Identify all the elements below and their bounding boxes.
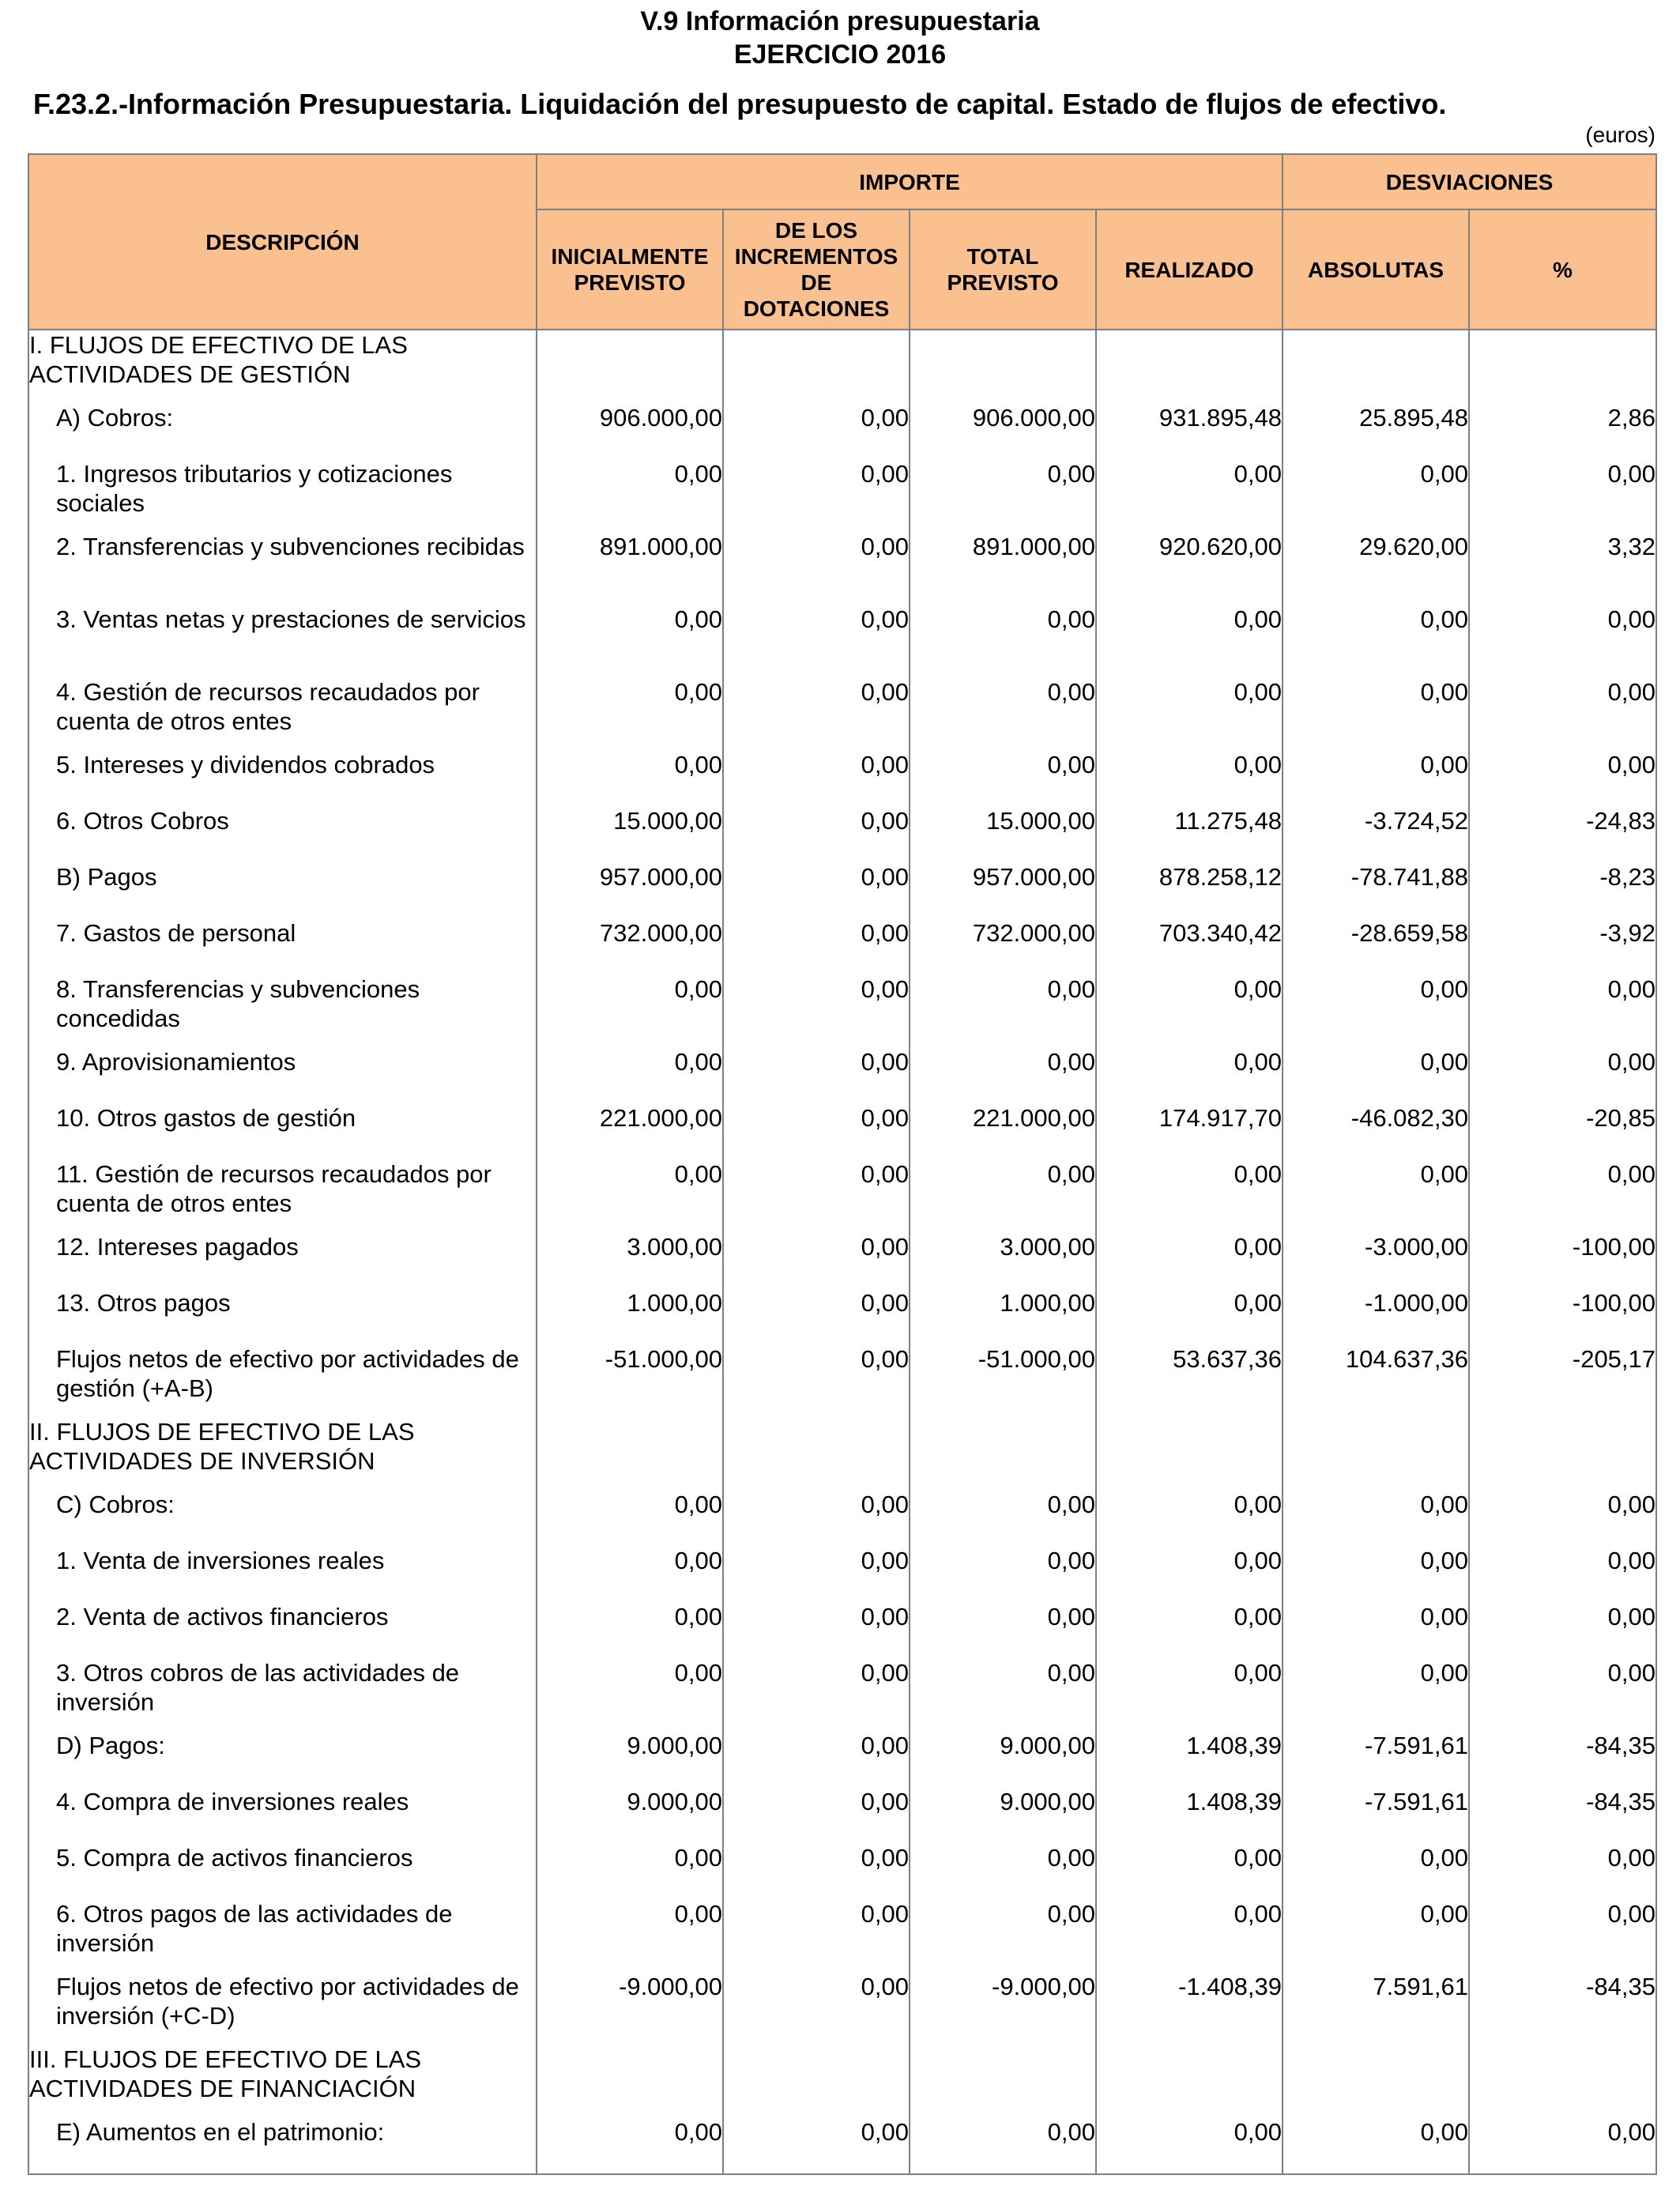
cell-inicialmente-previsto: 732.000,00 <box>537 918 723 974</box>
row-description: 2. Venta de activos financieros <box>28 1602 537 1658</box>
cell-total-previsto: 0,00 <box>910 2117 1096 2174</box>
cell-absolutas: -1.000,00 <box>1283 1288 1469 1344</box>
row-description: 4. Compra de inversiones reales <box>28 1787 537 1843</box>
cell-realizado: 0,00 <box>1096 1658 1283 1731</box>
cell-porcentaje: 0,00 <box>1469 1602 1656 1658</box>
cell-total-previsto: 15.000,00 <box>910 806 1096 862</box>
cell-absolutas: 0,00 <box>1283 2117 1469 2174</box>
cell-porcentaje: 3,32 <box>1469 532 1656 605</box>
table-row <box>28 459 1656 532</box>
col-descripcion: DESCRIPCIÓN <box>28 154 537 330</box>
cell-absolutas <box>1283 330 1469 403</box>
cell-realizado: 0,00 <box>1096 974 1283 1047</box>
row-description: 7. Gastos de personal <box>28 918 537 974</box>
table-row <box>28 1103 1656 1159</box>
cell-realizado: 920.620,00 <box>1096 532 1283 605</box>
row-description: 8. Transferencias y subvenciones concedidas <box>28 974 537 1047</box>
cell-realizado: 0,00 <box>1096 1546 1283 1602</box>
row-description: Flujos netos de efectivo por actividades de inversión (+C-D) <box>28 1972 537 2045</box>
cell-total-previsto: 0,00 <box>910 1658 1096 1731</box>
cell-inicialmente-previsto: 0,00 <box>537 459 723 532</box>
cell-porcentaje: 0,00 <box>1469 677 1656 750</box>
table-row <box>28 605 1656 677</box>
cell-incrementos: 0,00 <box>723 918 910 974</box>
cell-incrementos: 0,00 <box>723 1843 910 1899</box>
cell-inicialmente-previsto: 0,00 <box>537 2117 723 2174</box>
fiscal-year: EJERCICIO 2016 <box>733 40 947 70</box>
cell-absolutas: 25.895,48 <box>1283 403 1469 459</box>
cell-incrementos: 0,00 <box>723 1232 910 1288</box>
cell-porcentaje: 0,00 <box>1469 1159 1656 1232</box>
table-body <box>28 330 1656 2174</box>
cell-inicialmente-previsto: 0,00 <box>537 1658 723 1731</box>
cell-realizado: 1.408,39 <box>1096 1731 1283 1787</box>
col-desviaciones: DESVIACIONES <box>1283 154 1656 209</box>
cell-porcentaje: -3,92 <box>1469 918 1656 974</box>
cell-absolutas: 0,00 <box>1283 459 1469 532</box>
table-row <box>28 1047 1656 1103</box>
report-subtitle: F.23.2.-Información Presupuestaria. Liquidación del presupuesto de capital. Estado de flujos de efectivo. <box>33 88 1447 120</box>
cell-porcentaje: 0,00 <box>1469 1658 1656 1731</box>
col-importe: IMPORTE <box>537 154 1283 209</box>
cell-inicialmente-previsto: 0,00 <box>537 974 723 1047</box>
cell-porcentaje: 0,00 <box>1469 974 1656 1047</box>
cell-porcentaje: -84,35 <box>1469 1731 1656 1787</box>
cell-inicialmente-previsto: -51.000,00 <box>537 1344 723 1417</box>
cell-inicialmente-previsto: 0,00 <box>537 1546 723 1602</box>
cell-incrementos: 0,00 <box>723 1731 910 1787</box>
cell-absolutas: 29.620,00 <box>1283 532 1469 605</box>
cell-incrementos: 0,00 <box>723 1972 910 2045</box>
cell-realizado: 0,00 <box>1096 1288 1283 1344</box>
cell-total-previsto <box>910 2045 1096 2117</box>
cell-total-previsto: 0,00 <box>910 1047 1096 1103</box>
row-description: 5. Compra de activos financieros <box>28 1843 537 1899</box>
table-row <box>28 2045 1656 2117</box>
cell-absolutas: 0,00 <box>1283 1546 1469 1602</box>
col-absolutas: ABSOLUTAS <box>1283 209 1469 330</box>
cell-porcentaje: -8,23 <box>1469 862 1656 918</box>
cell-inicialmente-previsto: 3.000,00 <box>537 1232 723 1288</box>
col-porcentaje: % <box>1469 209 1656 330</box>
cell-porcentaje: -84,35 <box>1469 1972 1656 2045</box>
row-description: II. FLUJOS DE EFECTIVO DE LAS ACTIVIDADES DE INVERSIÓN <box>28 1417 537 1490</box>
cell-total-previsto: 0,00 <box>910 605 1096 677</box>
cell-absolutas: 104.637,36 <box>1283 1344 1469 1417</box>
cell-porcentaje <box>1469 2045 1656 2117</box>
cell-total-previsto: 0,00 <box>910 1843 1096 1899</box>
row-description: E) Aumentos en el patrimonio: <box>28 2117 537 2174</box>
cell-realizado: 931.895,48 <box>1096 403 1283 459</box>
cell-incrementos: 0,00 <box>723 1344 910 1417</box>
cell-total-previsto: -51.000,00 <box>910 1344 1096 1417</box>
cell-inicialmente-previsto: 0,00 <box>537 605 723 677</box>
table-row <box>28 1972 1656 2045</box>
cell-absolutas: 0,00 <box>1283 605 1469 677</box>
row-description: 9. Aprovisionamientos <box>28 1047 537 1103</box>
cell-absolutas: 0,00 <box>1283 750 1469 806</box>
table-row <box>28 1899 1656 1972</box>
cell-incrementos: 0,00 <box>723 806 910 862</box>
cell-incrementos: 0,00 <box>723 750 910 806</box>
cell-absolutas: 0,00 <box>1283 677 1469 750</box>
col-incrementos: DE LOS INCREMENTOS DE DOTACIONES <box>723 209 910 330</box>
cell-realizado: 0,00 <box>1096 1843 1283 1899</box>
cell-inicialmente-previsto: 0,00 <box>537 677 723 750</box>
cell-absolutas: 7.591,61 <box>1283 1972 1469 2045</box>
table-row <box>28 1731 1656 1787</box>
cell-absolutas: 0,00 <box>1283 1899 1469 1972</box>
cell-total-previsto: 9.000,00 <box>910 1787 1096 1843</box>
cell-realizado: 0,00 <box>1096 605 1283 677</box>
row-description: 5. Intereses y dividendos cobrados <box>28 750 537 806</box>
cell-realizado: 0,00 <box>1096 1899 1283 1972</box>
cell-porcentaje: 0,00 <box>1469 605 1656 677</box>
cell-porcentaje: 0,00 <box>1469 1899 1656 1972</box>
row-description: 6. Otros Cobros <box>28 806 537 862</box>
table-row <box>28 1344 1656 1417</box>
row-description: Flujos netos de efectivo por actividades de gestión (+A-B) <box>28 1344 537 1417</box>
cell-absolutas: 0,00 <box>1283 1602 1469 1658</box>
cell-inicialmente-previsto: 0,00 <box>537 1047 723 1103</box>
cell-total-previsto: 0,00 <box>910 1899 1096 1972</box>
table-row <box>28 330 1656 403</box>
cell-realizado: 174.917,70 <box>1096 1103 1283 1159</box>
cell-total-previsto: 0,00 <box>910 1602 1096 1658</box>
cell-realizado: 0,00 <box>1096 1232 1283 1288</box>
cell-incrementos: 0,00 <box>723 974 910 1047</box>
cell-absolutas: -78.741,88 <box>1283 862 1469 918</box>
cell-incrementos: 0,00 <box>723 459 910 532</box>
row-description: 13. Otros pagos <box>28 1288 537 1344</box>
cell-realizado: 0,00 <box>1096 1047 1283 1103</box>
cell-porcentaje <box>1469 330 1656 403</box>
table-row <box>28 1288 1656 1344</box>
table-row <box>28 1159 1656 1232</box>
row-description: 11. Gestión de recursos recaudados por cuenta de otros entes <box>28 1159 537 1232</box>
col-total-previsto: TOTAL PREVISTO <box>910 209 1096 330</box>
cell-total-previsto: 0,00 <box>910 459 1096 532</box>
cell-absolutas: 0,00 <box>1283 1159 1469 1232</box>
cell-inicialmente-previsto: 891.000,00 <box>537 532 723 605</box>
row-description: 12. Intereses pagados <box>28 1232 537 1288</box>
cell-realizado: 0,00 <box>1096 1159 1283 1232</box>
units-label: (euros) <box>1585 123 1656 147</box>
cell-inicialmente-previsto: 0,00 <box>537 1602 723 1658</box>
table-row <box>28 1787 1656 1843</box>
cell-incrementos: 0,00 <box>723 1490 910 1546</box>
cell-porcentaje: 0,00 <box>1469 2117 1656 2174</box>
row-description: 4. Gestión de recursos recaudados por cuenta de otros entes <box>28 677 537 750</box>
row-description: B) Pagos <box>28 862 537 918</box>
cell-total-previsto: 0,00 <box>910 1546 1096 1602</box>
cell-total-previsto: 9.000,00 <box>910 1731 1096 1787</box>
cell-incrementos <box>723 330 910 403</box>
cell-porcentaje: -100,00 <box>1469 1232 1656 1288</box>
cell-absolutas <box>1283 2045 1469 2117</box>
cell-incrementos: 0,00 <box>723 1103 910 1159</box>
cell-absolutas: 0,00 <box>1283 1047 1469 1103</box>
cell-porcentaje: 0,00 <box>1469 1490 1656 1546</box>
cell-incrementos: 0,00 <box>723 1658 910 1731</box>
cell-incrementos: 0,00 <box>723 532 910 605</box>
cell-total-previsto: 3.000,00 <box>910 1232 1096 1288</box>
cell-porcentaje: -20,85 <box>1469 1103 1656 1159</box>
cell-total-previsto: 0,00 <box>910 1159 1096 1232</box>
cell-realizado: 878.258,12 <box>1096 862 1283 918</box>
cell-absolutas: 0,00 <box>1283 974 1469 1047</box>
cell-inicialmente-previsto: 221.000,00 <box>537 1103 723 1159</box>
row-description: C) Cobros: <box>28 1490 537 1546</box>
cell-total-previsto: 732.000,00 <box>910 918 1096 974</box>
cell-total-previsto: 891.000,00 <box>910 532 1096 605</box>
cell-realizado: 703.340,42 <box>1096 918 1283 974</box>
cell-inicialmente-previsto <box>537 1417 723 1490</box>
cell-absolutas: 0,00 <box>1283 1843 1469 1899</box>
cell-porcentaje: 2,86 <box>1469 403 1656 459</box>
cell-realizado <box>1096 2045 1283 2117</box>
row-description: 3. Otros cobros de las actividades de inversión <box>28 1658 537 1731</box>
cell-inicialmente-previsto <box>537 2045 723 2117</box>
cell-incrementos: 0,00 <box>723 1899 910 1972</box>
cell-realizado: 0,00 <box>1096 1602 1283 1658</box>
row-description: A) Cobros: <box>28 403 537 459</box>
table-row <box>28 1843 1656 1899</box>
cell-incrementos: 0,00 <box>723 1288 910 1344</box>
cell-realizado <box>1096 1417 1283 1490</box>
cell-incrementos: 0,00 <box>723 1546 910 1602</box>
cell-realizado: 0,00 <box>1096 750 1283 806</box>
cell-porcentaje: 0,00 <box>1469 750 1656 806</box>
cell-porcentaje: 0,00 <box>1469 459 1656 532</box>
cell-total-previsto: 0,00 <box>910 750 1096 806</box>
row-description: I. FLUJOS DE EFECTIVO DE LAS ACTIVIDADES DE GESTIÓN <box>28 330 537 403</box>
cell-incrementos: 0,00 <box>723 2117 910 2174</box>
cell-realizado: -1.408,39 <box>1096 1972 1283 2045</box>
cell-absolutas: -7.591,61 <box>1283 1787 1469 1843</box>
cell-porcentaje <box>1469 1417 1656 1490</box>
cell-realizado: 0,00 <box>1096 459 1283 532</box>
cell-incrementos: 0,00 <box>723 1602 910 1658</box>
cell-inicialmente-previsto: 9.000,00 <box>537 1787 723 1843</box>
cell-total-previsto: -9.000,00 <box>910 1972 1096 2045</box>
cell-incrementos <box>723 1417 910 1490</box>
cell-porcentaje: -100,00 <box>1469 1288 1656 1344</box>
cell-realizado <box>1096 330 1283 403</box>
table-row <box>28 677 1656 750</box>
cell-absolutas: -7.591,61 <box>1283 1731 1469 1787</box>
row-description: 1. Venta de inversiones reales <box>28 1546 537 1602</box>
cell-total-previsto <box>910 330 1096 403</box>
cell-total-previsto: 0,00 <box>910 974 1096 1047</box>
table-row <box>28 1490 1656 1546</box>
cell-absolutas: -3.000,00 <box>1283 1232 1469 1288</box>
cell-absolutas <box>1283 1417 1469 1490</box>
cell-absolutas: -3.724,52 <box>1283 806 1469 862</box>
cell-porcentaje: 0,00 <box>1469 1843 1656 1899</box>
cell-inicialmente-previsto: 906.000,00 <box>537 403 723 459</box>
cell-inicialmente-previsto: -9.000,00 <box>537 1972 723 2045</box>
row-description: 3. Ventas netas y prestaciones de servicios <box>28 605 537 677</box>
cell-porcentaje: -205,17 <box>1469 1344 1656 1417</box>
table-row <box>28 1602 1656 1658</box>
row-description: 2. Transferencias y subvenciones recibidas <box>28 532 537 605</box>
row-description: 6. Otros pagos de las actividades de inversión <box>28 1899 537 1972</box>
cell-incrementos: 0,00 <box>723 1787 910 1843</box>
table-row <box>28 532 1656 605</box>
cell-absolutas: 0,00 <box>1283 1658 1469 1731</box>
cell-realizado: 0,00 <box>1096 677 1283 750</box>
cell-incrementos: 0,00 <box>723 1047 910 1103</box>
cell-incrementos: 0,00 <box>723 677 910 750</box>
cell-incrementos <box>723 2045 910 2117</box>
col-inicialmente-previsto: INICIALMENTE PREVISTO <box>537 209 723 330</box>
table-row <box>28 1546 1656 1602</box>
cell-inicialmente-previsto <box>537 330 723 403</box>
cell-total-previsto: 906.000,00 <box>910 403 1096 459</box>
row-description: 10. Otros gastos de gestión <box>28 1103 537 1159</box>
table-row <box>28 806 1656 862</box>
section-title: V.9 Información presupuestaria <box>640 6 1040 36</box>
table-row <box>28 974 1656 1047</box>
cell-realizado: 1.408,39 <box>1096 1787 1283 1843</box>
col-realizado: REALIZADO <box>1096 209 1283 330</box>
cell-absolutas: -46.082,30 <box>1283 1103 1469 1159</box>
cell-porcentaje: 0,00 <box>1469 1047 1656 1103</box>
table-row <box>28 1658 1656 1731</box>
cell-realizado: 53.637,36 <box>1096 1344 1283 1417</box>
cell-incrementos: 0,00 <box>723 1159 910 1232</box>
table-row <box>28 750 1656 806</box>
table-row <box>28 1232 1656 1288</box>
table-row <box>28 918 1656 974</box>
table-row <box>28 403 1656 459</box>
cell-inicialmente-previsto: 0,00 <box>537 1159 723 1232</box>
cell-total-previsto: 1.000,00 <box>910 1288 1096 1344</box>
row-description: D) Pagos: <box>28 1731 537 1787</box>
cell-inicialmente-previsto: 0,00 <box>537 1843 723 1899</box>
cell-inicialmente-previsto: 0,00 <box>537 1899 723 1972</box>
cell-realizado: 0,00 <box>1096 1490 1283 1546</box>
table-row <box>28 862 1656 918</box>
table-row <box>28 2117 1656 2174</box>
cell-total-previsto: 221.000,00 <box>910 1103 1096 1159</box>
cell-porcentaje: -84,35 <box>1469 1787 1656 1843</box>
cell-incrementos: 0,00 <box>723 403 910 459</box>
cell-absolutas: 0,00 <box>1283 1490 1469 1546</box>
row-description: 1. Ingresos tributarios y cotizaciones sociales <box>28 459 537 532</box>
table-row <box>28 1417 1656 1490</box>
row-description: III. FLUJOS DE EFECTIVO DE LAS ACTIVIDADES DE FINANCIACIÓN <box>28 2045 537 2117</box>
cell-inicialmente-previsto: 9.000,00 <box>537 1731 723 1787</box>
cell-inicialmente-previsto: 0,00 <box>537 1490 723 1546</box>
cell-total-previsto: 957.000,00 <box>910 862 1096 918</box>
cell-total-previsto <box>910 1417 1096 1490</box>
cell-incrementos: 0,00 <box>723 605 910 677</box>
cell-realizado: 0,00 <box>1096 2117 1283 2174</box>
cell-porcentaje: -24,83 <box>1469 806 1656 862</box>
cell-inicialmente-previsto: 0,00 <box>537 750 723 806</box>
cell-absolutas: -28.659,58 <box>1283 918 1469 974</box>
cell-inicialmente-previsto: 15.000,00 <box>537 806 723 862</box>
cell-inicialmente-previsto: 957.000,00 <box>537 862 723 918</box>
cell-porcentaje: 0,00 <box>1469 1546 1656 1602</box>
cell-realizado: 11.275,48 <box>1096 806 1283 862</box>
cash-flow-table <box>28 153 1657 2175</box>
cell-incrementos: 0,00 <box>723 862 910 918</box>
cell-total-previsto: 0,00 <box>910 1490 1096 1546</box>
cell-total-previsto: 0,00 <box>910 677 1096 750</box>
cell-inicialmente-previsto: 1.000,00 <box>537 1288 723 1344</box>
